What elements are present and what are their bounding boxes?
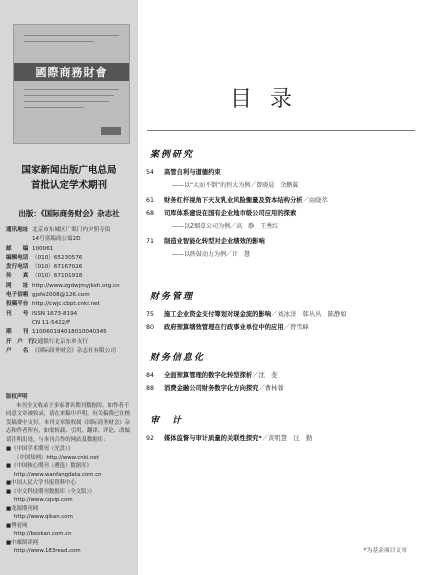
contact-info-value: 《国际商务财会》杂志社有限公司	[32, 347, 116, 354]
copyright-notice	[6, 393, 132, 445]
contact-info-row	[6, 282, 136, 291]
journal-cover-image	[13, 24, 130, 144]
contact-info-label: 电子信箱	[6, 292, 29, 299]
toc-divider	[147, 130, 415, 131]
toc-author: ／曾雪峰	[283, 324, 309, 331]
toc-page-number: 84	[146, 372, 155, 379]
contact-info-row	[6, 254, 136, 263]
contact-info-label: 期 刊	[6, 329, 29, 336]
database-url: http://www.wanfangdata.com.cn	[14, 471, 102, 478]
toc-page-number: 54	[146, 169, 155, 176]
database-name: ■龙源期刊网	[6, 505, 39, 512]
toc-subtitle: ——以“大而不倒”的恒大为例／曾晓晨 余鹏翼	[172, 182, 299, 189]
contact-info-row	[6, 328, 136, 337]
contact-info-label: 编辑电话	[6, 254, 29, 261]
contact-info-row	[6, 226, 136, 235]
contact-info-label: 传 真	[6, 273, 29, 280]
cover-rule	[24, 41, 94, 42]
contact-info-label: 通讯地址	[6, 227, 29, 233]
toc-subtitle: ——以陕鼓动力为例／计 慧	[172, 251, 251, 258]
contact-info-label: 网 址	[6, 282, 29, 289]
contact-info-value: 14号富瑞商公寓2D	[32, 236, 81, 243]
contact-info-value: CN 11-5422/F	[32, 319, 71, 326]
toc-entry	[146, 195, 328, 204]
copyright-text: 本刊全文收录于多家著名期刊数据库。如作者不同意文章被收录，请在来稿中声明。有关稿费已在核发稿费中支付。本刊文章版权属《国际商务财会》杂志和作者所有，如需转载、引用、翻译、评论、改编请注明出处。与本刊合作的网站及数据库：	[6, 402, 130, 443]
contact-info-label: 户 名	[6, 347, 29, 354]
contact-info-row	[6, 347, 136, 356]
cover-rule	[24, 35, 119, 36]
contact-info-row	[6, 263, 136, 272]
toc-article-title: 政府预算绩效管理在行政事业单位中的应用	[164, 324, 284, 331]
toc-author: ／沈 斐	[252, 372, 278, 379]
database-url: http://www.cqvip.com	[14, 497, 73, 503]
database-url: http://www.qikan.com	[14, 514, 73, 520]
database-name: ■博看网	[6, 522, 28, 529]
contact-info-value: （010）65230576	[32, 254, 83, 261]
contact-info-label: 邮 编	[6, 245, 29, 252]
cover-rule	[24, 107, 84, 108]
database-name: ■中国人民大学书报资料中心	[6, 480, 76, 486]
contact-info-label: 投稿平台	[6, 301, 29, 308]
toc-page-number: 75	[146, 311, 155, 318]
toc-page-number: 80	[146, 324, 155, 331]
toc-section-heading: 财务管理	[150, 292, 195, 302]
toc-page-number: 68	[146, 210, 155, 217]
authority-line-1: 国家新闻出版广电总局	[21, 165, 117, 176]
contact-info-row	[6, 245, 136, 254]
contact-info-value: 交通银行北京东单支行	[32, 338, 88, 345]
contact-info-value: http://cwjc.cbpt.cnki.net	[32, 301, 100, 308]
toc-author: ／曹林蓉	[258, 385, 284, 392]
toc-entry	[146, 433, 312, 442]
toc-article-title: 司库体系建设在国有企业地市级公司应用的探索	[164, 210, 297, 217]
toc-entry	[146, 236, 265, 245]
database-name: ■《中国学术期刊（光盘）》	[6, 446, 74, 452]
contact-info-row	[6, 300, 136, 309]
database-name: ■《中国核心期刊（遴选）数据库》	[6, 463, 92, 469]
database-url: （中国知网）http://www.cnki.net	[14, 454, 99, 461]
cover-issue-stamp	[101, 127, 121, 135]
copyright-heading: 版权声明	[6, 394, 28, 400]
contact-info-value: gjsfe2008@126.com	[32, 292, 90, 299]
toc-section-heading: 案例研究	[150, 150, 195, 160]
toc-page-number: 92	[146, 435, 155, 442]
toc-entry	[146, 167, 221, 176]
toc-article-title: 财务杠杆视角下天友乳业风险衡量及资本结构分析	[164, 197, 303, 204]
cover-rule	[24, 101, 109, 102]
toc-author: ／由晓萃	[302, 197, 328, 204]
contact-info-label: 发行电话	[6, 264, 29, 271]
contact-info-value: （010）67101918	[32, 273, 83, 280]
cover-rule	[24, 95, 114, 96]
database-url: http://www.183read.com	[14, 548, 81, 554]
contact-info-value: http://www.zgdwjmyjksh.org.cn	[32, 282, 120, 289]
database-name: ■中邮阅读网	[6, 539, 39, 546]
toc-entry	[146, 370, 277, 379]
toc-article-title: 制造业智能化转型对企业绩效的影响	[164, 238, 265, 245]
contact-info-value: ISSN 1673-8194	[32, 310, 78, 317]
contact-info-row	[6, 319, 136, 328]
toc-entry	[146, 383, 284, 392]
toc-section-heading: 审 计	[150, 416, 184, 426]
toc-article-title: 施工企业资金支付筹划对现金流的影响	[164, 311, 272, 318]
toc-section-heading: 财务信息化	[150, 353, 206, 363]
toc-author: ／刘冰洋 韩丛丛 陈静如	[271, 311, 347, 318]
contact-info-value: （010）67167026	[32, 264, 83, 271]
journal-info-sidebar	[0, 0, 138, 575]
contact-info-row	[6, 272, 136, 281]
contact-info-label: 刊 号	[6, 310, 29, 317]
toc-entry	[146, 309, 347, 318]
contact-info-row	[6, 310, 136, 319]
footnote: *为基金项目文章	[363, 548, 407, 554]
publisher-line: 出版：《国际商务财会》杂志社	[18, 209, 120, 218]
toc-subtitle: ——以Z烟草公司为例／高 静 王秀红	[172, 223, 279, 230]
cover-rule	[24, 89, 119, 90]
toc-article-title: 媒体监督与审计质量的关联性探究*	[164, 435, 262, 442]
toc-author: ／黄明慧 汪 勤	[261, 435, 313, 442]
toc-article-title: 高管自利与道德约束	[164, 169, 221, 176]
authority-line-2: 首批认定学术期刊	[30, 180, 107, 191]
contact-info-value: 北京市东城区广渠门内夕照寺街	[32, 227, 111, 233]
toc-page-number: 88	[146, 385, 155, 392]
toc-page-number: 61	[146, 197, 155, 204]
contact-info-value: 110060194018010040345	[32, 329, 107, 336]
toc-entry	[146, 208, 296, 217]
toc-article-title: 全面预算管理的数字化转型探析	[164, 372, 253, 379]
contact-info-row	[6, 235, 136, 244]
toc-article-title: 消费金融公司财务数字化方向探究	[164, 385, 259, 392]
contact-info-label: 开 户 行	[6, 338, 34, 345]
cover-title: 國際商務財會	[35, 66, 108, 79]
contact-info-row	[6, 291, 136, 300]
contact-info-list	[6, 226, 136, 356]
toc-page-number: 71	[146, 238, 155, 245]
database-name: ■《中文科技期刊数据库（全文版）》	[6, 488, 95, 495]
database-list	[6, 445, 136, 556]
database-url: http://bookan.com.cn	[14, 531, 72, 537]
contact-info-row	[6, 338, 136, 347]
contact-info-value: 100061	[32, 245, 54, 252]
toc-title: 目录	[230, 87, 311, 112]
toc-entry	[146, 322, 309, 331]
